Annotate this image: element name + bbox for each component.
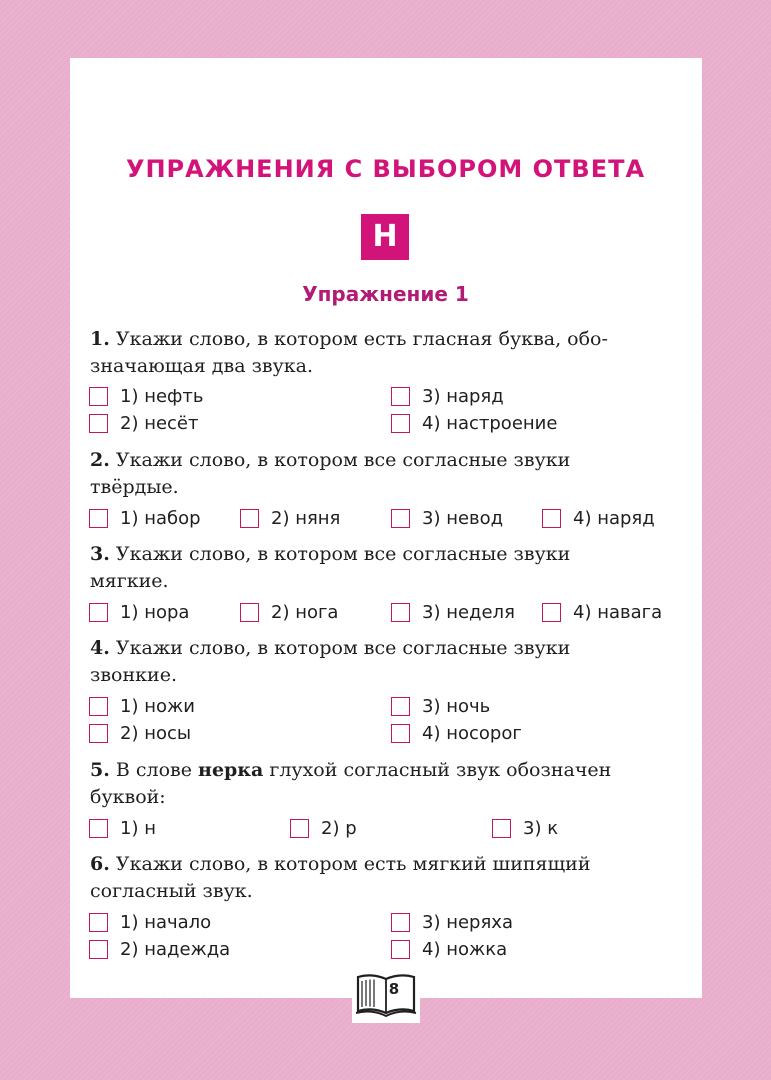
question-1-line-2: значающая два звука. (90, 355, 314, 377)
checkbox[interactable] (89, 913, 108, 932)
question-text: Укажи слово, в котором все согласные звуки (115, 449, 571, 471)
checkbox[interactable] (391, 913, 410, 932)
question-4-line-1 (90, 635, 682, 662)
q6-option-2[interactable] (89, 938, 230, 960)
question-1-line-1 (90, 326, 682, 353)
q1-option-4[interactable] (391, 412, 557, 434)
question-number: 3. (90, 543, 110, 565)
checkbox[interactable] (240, 603, 259, 622)
q1-option-3[interactable] (391, 385, 504, 407)
question-number: 6. (90, 853, 110, 875)
option-label: 1) ножи (120, 695, 195, 717)
question-3-line-2: мягкие. (90, 570, 169, 592)
q3-option-2[interactable] (240, 601, 338, 623)
q4-option-4[interactable] (391, 722, 522, 744)
q1-option-1[interactable] (89, 385, 204, 407)
checkbox[interactable] (391, 509, 410, 528)
option-label: 3) к (523, 817, 559, 839)
checkbox[interactable] (89, 819, 108, 838)
q6-option-3[interactable] (391, 911, 513, 933)
q2-option-4[interactable] (542, 507, 655, 529)
checkbox[interactable] (542, 603, 561, 622)
checkbox[interactable] (89, 697, 108, 716)
question-text: Укажи слово, в котором есть гласная буква, обо- (115, 328, 608, 350)
checkbox[interactable] (391, 603, 410, 622)
q1-option-2[interactable] (89, 412, 199, 434)
question-4-line-2: звонкие. (90, 664, 177, 686)
checkbox[interactable] (391, 697, 410, 716)
question-text: Укажи слово, в котором все согласные звуки (115, 637, 571, 659)
q2-option-1[interactable] (89, 507, 201, 529)
q6-option-4[interactable] (391, 938, 507, 960)
checkbox[interactable] (89, 603, 108, 622)
checkbox[interactable] (89, 940, 108, 959)
option-label: 2) носы (120, 722, 192, 744)
option-label: 4) навага (573, 601, 663, 623)
q4-option-2[interactable] (89, 722, 191, 744)
option-label: 3) наряд (422, 385, 504, 407)
checkbox[interactable] (391, 387, 410, 406)
q2-option-3[interactable] (391, 507, 503, 529)
question-2-line-2: твёрдые. (90, 476, 179, 498)
page-number: 8 (388, 980, 400, 998)
option-label: 4) носорог (422, 722, 522, 744)
checkbox[interactable] (391, 724, 410, 743)
question-2 (90, 447, 682, 501)
checkbox[interactable] (89, 414, 108, 433)
letter-badge: Н (361, 214, 409, 260)
checkbox[interactable] (240, 509, 259, 528)
question-number: 5. (90, 759, 110, 781)
option-label: 3) невод (422, 507, 504, 529)
page-title: УПРАЖНЕНИЯ С ВЫБОРОМ ОТВЕТА (125, 155, 646, 183)
option-label: 3) неделя (422, 601, 515, 623)
question-text: Укажи слово, в котором есть мягкий шипящий (115, 853, 591, 875)
option-label: 2) несёт (120, 412, 199, 434)
option-label: 2) няня (271, 507, 341, 529)
question-6-line-1 (90, 851, 682, 878)
option-label: 4) ножка (422, 938, 508, 960)
question-6-line-2: согласный звук. (90, 880, 253, 902)
q3-option-3[interactable] (391, 601, 515, 623)
question-text: глухой согласный звук обозначен (263, 759, 612, 781)
q4-option-3[interactable] (391, 695, 490, 717)
option-label: 1) нора (120, 601, 190, 623)
q3-option-4[interactable] (542, 601, 662, 623)
question-2-line-1 (90, 447, 682, 474)
q5-option-1[interactable] (89, 817, 156, 839)
question-5-line-1 (90, 757, 682, 784)
checkbox[interactable] (492, 819, 511, 838)
q2-option-2[interactable] (240, 507, 340, 529)
option-label: 2) р (321, 817, 357, 839)
option-label: 4) наряд (573, 507, 655, 529)
option-label: 1) н (120, 817, 156, 839)
q6-option-1[interactable] (89, 911, 211, 933)
question-6 (90, 851, 682, 905)
checkbox[interactable] (89, 724, 108, 743)
checkbox[interactable] (391, 414, 410, 433)
question-number: 2. (90, 449, 110, 471)
question-number: 4. (90, 637, 110, 659)
option-label: 2) нога (271, 601, 339, 623)
question-4 (90, 635, 682, 689)
q5-option-2[interactable] (290, 817, 357, 839)
question-number: 1. (90, 328, 110, 350)
question-text: В слове (115, 759, 199, 781)
checkbox[interactable] (89, 509, 108, 528)
question-text: Укажи слово, в котором все согласные звуки (115, 543, 571, 565)
question-5-line-2: буквой: (90, 786, 166, 808)
question-5 (90, 757, 682, 811)
option-label: 1) начало (120, 911, 212, 933)
q4-option-1[interactable] (89, 695, 195, 717)
option-label: 4) настроение (422, 412, 558, 434)
option-label: 3) неряха (422, 911, 513, 933)
checkbox[interactable] (290, 819, 309, 838)
highlighted-word: нерка (198, 759, 264, 781)
question-1 (90, 326, 682, 380)
option-label: 1) набор (120, 507, 201, 529)
exercise-title: Упражнение 1 (302, 282, 469, 306)
option-label: 3) ночь (422, 695, 491, 717)
checkbox[interactable] (89, 387, 108, 406)
option-label: 2) надежда (120, 938, 231, 960)
q5-option-3[interactable] (492, 817, 558, 839)
question-3-line-1 (90, 541, 682, 568)
question-3 (90, 541, 682, 595)
q3-option-1[interactable] (89, 601, 189, 623)
checkbox[interactable] (542, 509, 561, 528)
option-label: 1) нефть (120, 385, 204, 407)
checkbox[interactable] (391, 940, 410, 959)
